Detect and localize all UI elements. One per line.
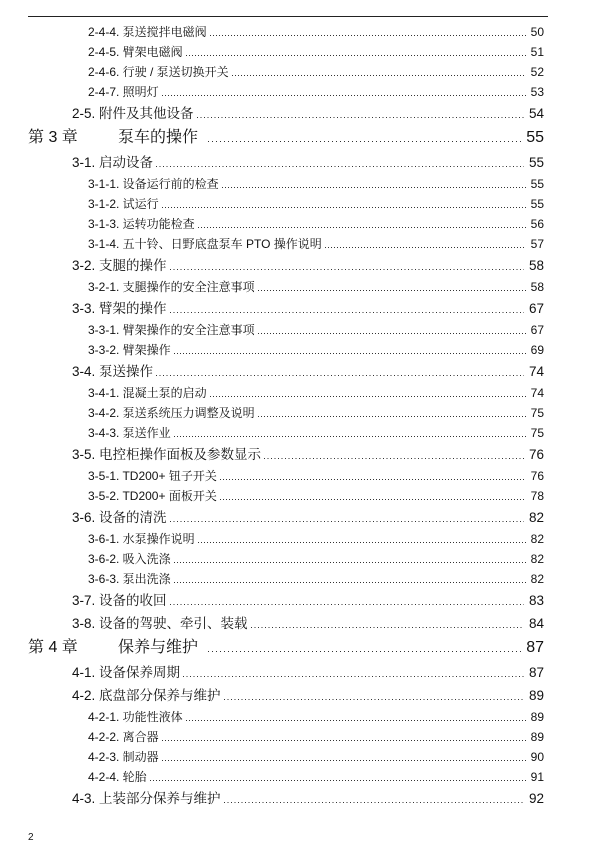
toc-entry-page: 74 (528, 364, 544, 379)
toc-entry-label: 2-4-4. 泵送搅拌电磁阀 (88, 25, 207, 39)
toc-entry-page: 78 (530, 489, 544, 503)
toc-entry-label: 2-4-7. 照明灯 (88, 85, 159, 99)
toc-subsection-entry (0, 767, 593, 787)
toc-section-entry (0, 151, 593, 174)
toc-entry-label: 4-2-2. 离合器 (88, 730, 159, 744)
toc-leader-dots (258, 333, 526, 334)
toc-leader-dots (258, 416, 526, 417)
toc-entry-page: 89 (530, 710, 544, 724)
toc-entry-page: 69 (530, 343, 544, 357)
toc-entry-page: 52 (530, 65, 544, 79)
toc-entry-label: 3-3-2. 臂架操作 (88, 343, 171, 357)
toc-leader-dots (258, 290, 526, 291)
toc-entry-label: 2-4-6. 行驶 / 泵送切换开关 (88, 65, 229, 79)
toc-entry-label: 3-1-1. 设备运行前的检查 (88, 177, 219, 191)
toc-subsection-entry (0, 466, 593, 486)
chapter-title: 泵车的操作 (118, 129, 199, 146)
toc-entry-page: 90 (530, 750, 544, 764)
toc-section-entry (0, 661, 593, 684)
toc-entry-label: 3-3-1. 臂架操作的安全注意事项 (88, 323, 255, 337)
toc-leader-dots (197, 117, 524, 118)
toc-subsection-entry (0, 423, 593, 443)
toc-subsection-entry (0, 747, 593, 767)
toc-entry-page: 87 (528, 665, 544, 680)
toc-entry-page: 74 (530, 386, 544, 400)
toc-entry-label: 4-1. 设备保养周期 (72, 665, 181, 680)
toc-entry-page: 89 (528, 688, 544, 703)
toc-subsection-entry (0, 82, 593, 102)
toc-entry-page: 89 (530, 730, 544, 744)
toc-leader-dots (162, 740, 526, 741)
toc-entry-label: 4-2-4. 轮胎 (88, 770, 147, 784)
toc-entry-label: 3-5-1. TD200+ 钮子开关 (88, 469, 217, 483)
toc-leader-dots (325, 247, 526, 248)
toc-leader-dots (162, 95, 526, 96)
toc-entry-page: 58 (528, 258, 544, 273)
toc-entry-page: 51 (530, 45, 544, 59)
toc-chapter-entry (0, 125, 593, 151)
toc-leader-dots (232, 75, 526, 76)
toc-entry-label: 3-3. 臂架的操作 (72, 301, 167, 316)
toc-subsection-entry (0, 569, 593, 589)
toc-subsection-entry (0, 707, 593, 727)
toc-entry-label: 3-7. 设备的收回 (72, 593, 167, 608)
toc-section-entry (0, 612, 593, 635)
toc-entry-label: 3-4-1. 混凝土泵的启动 (88, 386, 207, 400)
toc-leader-dots (186, 720, 526, 721)
toc-leader-dots (186, 55, 526, 56)
toc-entry-label: 2-5. 附件及其他设备 (72, 106, 194, 121)
toc-subsection-entry (0, 42, 593, 62)
toc-entry-page: 82 (530, 552, 544, 566)
toc-entry-label: 4-2-3. 制动器 (88, 750, 159, 764)
toc-section-entry (0, 297, 593, 320)
toc-leader-dots (210, 396, 526, 397)
toc-leader-dots (156, 166, 524, 167)
toc-entry-label: 2-4-5. 臂架电磁阀 (88, 45, 183, 59)
toc-entry-page: 55 (528, 155, 544, 170)
toc-entry-page: 84 (528, 616, 544, 631)
toc-leader-dots (198, 542, 526, 543)
toc-leader-dots (210, 35, 526, 36)
toc-entry-page: 55 (530, 197, 544, 211)
toc-section-entry (0, 254, 593, 277)
toc-chapter-entry (0, 635, 593, 661)
toc-entry-page: 76 (530, 469, 544, 483)
toc-entry-page: 55 (530, 177, 544, 191)
toc-leader-dots (224, 699, 524, 700)
toc-leader-dots (170, 604, 524, 605)
chapter-title: 保养与维护 (118, 639, 199, 656)
toc-entry-page: 57 (530, 237, 544, 251)
toc-entry-label: 3-1. 启动设备 (72, 155, 154, 170)
toc-leader-dots (162, 760, 526, 761)
toc-subsection-entry (0, 383, 593, 403)
toc-entry-page: 76 (528, 447, 544, 462)
toc-leader-dots (156, 375, 524, 376)
toc-subsection-entry (0, 214, 593, 234)
toc-subsection-entry (0, 340, 593, 360)
toc-section-entry (0, 360, 593, 383)
toc-leader-dots (170, 521, 524, 522)
toc-leader-dots (162, 207, 526, 208)
table-of-contents (0, 22, 593, 810)
toc-leader-dots (208, 651, 521, 652)
toc-entry-label: 3-5-2. TD200+ 面板开关 (88, 489, 217, 503)
toc-entry-page: 87 (526, 639, 544, 656)
toc-entry-label: 3-2. 支腿的操作 (72, 258, 167, 273)
toc-entry-label: 3-2-1. 支腿操作的安全注意事项 (88, 280, 255, 294)
toc-entry-page: 75 (530, 426, 544, 440)
toc-leader-dots (198, 227, 526, 228)
toc-subsection-entry (0, 22, 593, 42)
toc-section-entry (0, 787, 593, 810)
chapter-number: 第 4 章 (28, 639, 78, 656)
toc-entry-page: 50 (530, 25, 544, 39)
toc-subsection-entry (0, 403, 593, 423)
toc-entry-page: 82 (528, 510, 544, 525)
toc-entry-label: 3-4. 泵送操作 (72, 364, 154, 379)
toc-leader-dots (170, 269, 524, 270)
toc-subsection-entry (0, 727, 593, 747)
toc-leader-dots (264, 458, 524, 459)
toc-leader-dots (174, 353, 526, 354)
toc-entry-page: 56 (530, 217, 544, 231)
toc-leader-dots (208, 141, 521, 142)
toc-subsection-entry (0, 194, 593, 214)
toc-entry-page: 53 (530, 85, 544, 99)
toc-leader-dots (220, 499, 526, 500)
toc-entry-page: 54 (528, 106, 544, 121)
toc-entry-label: 3-6-2. 吸入洗涤 (88, 552, 171, 566)
toc-subsection-entry (0, 529, 593, 549)
toc-subsection-entry (0, 320, 593, 340)
toc-leader-dots (183, 676, 524, 677)
page-number: 2 (28, 832, 34, 843)
toc-section-entry (0, 684, 593, 707)
toc-leader-dots (224, 802, 524, 803)
chapter-number: 第 3 章 (28, 129, 78, 146)
toc-entry-label: 3-8. 设备的驾驶、牵引、装载 (72, 616, 248, 631)
toc-entry-page: 82 (530, 572, 544, 586)
toc-subsection-entry (0, 549, 593, 569)
toc-entry-label: 3-1-2. 试运行 (88, 197, 159, 211)
toc-leader-dots (251, 627, 524, 628)
toc-leader-dots (220, 479, 526, 480)
toc-section-entry (0, 589, 593, 612)
header-rule (28, 16, 548, 17)
toc-entry-page: 55 (526, 129, 544, 146)
toc-subsection-entry (0, 277, 593, 297)
toc-leader-dots (170, 312, 524, 313)
toc-leader-dots (174, 436, 526, 437)
toc-entry-page: 82 (530, 532, 544, 546)
toc-subsection-entry (0, 174, 593, 194)
toc-entry-label: 3-1-4. 五十铃、日野底盘泵车 PTO 操作说明 (88, 237, 322, 251)
toc-entry-label: 4-2-1. 功能性液体 (88, 710, 183, 724)
toc-section-entry (0, 506, 593, 529)
toc-entry-page: 83 (528, 593, 544, 608)
toc-entry-page: 67 (530, 323, 544, 337)
toc-entry-label: 3-6. 设备的清洗 (72, 510, 167, 525)
toc-entry-label: 4-2. 底盘部分保养与维护 (72, 688, 221, 703)
toc-entry-page: 91 (530, 770, 544, 784)
toc-leader-dots (222, 187, 526, 188)
toc-subsection-entry (0, 62, 593, 82)
toc-entry-label: 3-5. 电控柜操作面板及参数显示 (72, 447, 262, 462)
toc-entry-page: 92 (528, 791, 544, 806)
toc-leader-dots (174, 562, 526, 563)
toc-subsection-entry (0, 486, 593, 506)
toc-entry-page: 67 (528, 301, 544, 316)
toc-entry-label: 3-6-1. 水泵操作说明 (88, 532, 195, 546)
toc-entry-label: 4-3. 上装部分保养与维护 (72, 791, 221, 806)
toc-entry-page: 75 (530, 406, 544, 420)
toc-section-entry (0, 443, 593, 466)
toc-entry-label: 3-1-3. 运转功能检查 (88, 217, 195, 231)
toc-leader-dots (174, 582, 526, 583)
toc-entry-label: 3-6-3. 泵出洗涤 (88, 572, 171, 586)
toc-entry-page: 58 (530, 280, 544, 294)
toc-leader-dots (150, 780, 526, 781)
toc-entry-label: 3-4-3. 泵送作业 (88, 426, 171, 440)
toc-section-entry (0, 102, 593, 125)
toc-subsection-entry (0, 234, 593, 254)
toc-entry-label: 3-4-2. 泵送系统压力调整及说明 (88, 406, 255, 420)
